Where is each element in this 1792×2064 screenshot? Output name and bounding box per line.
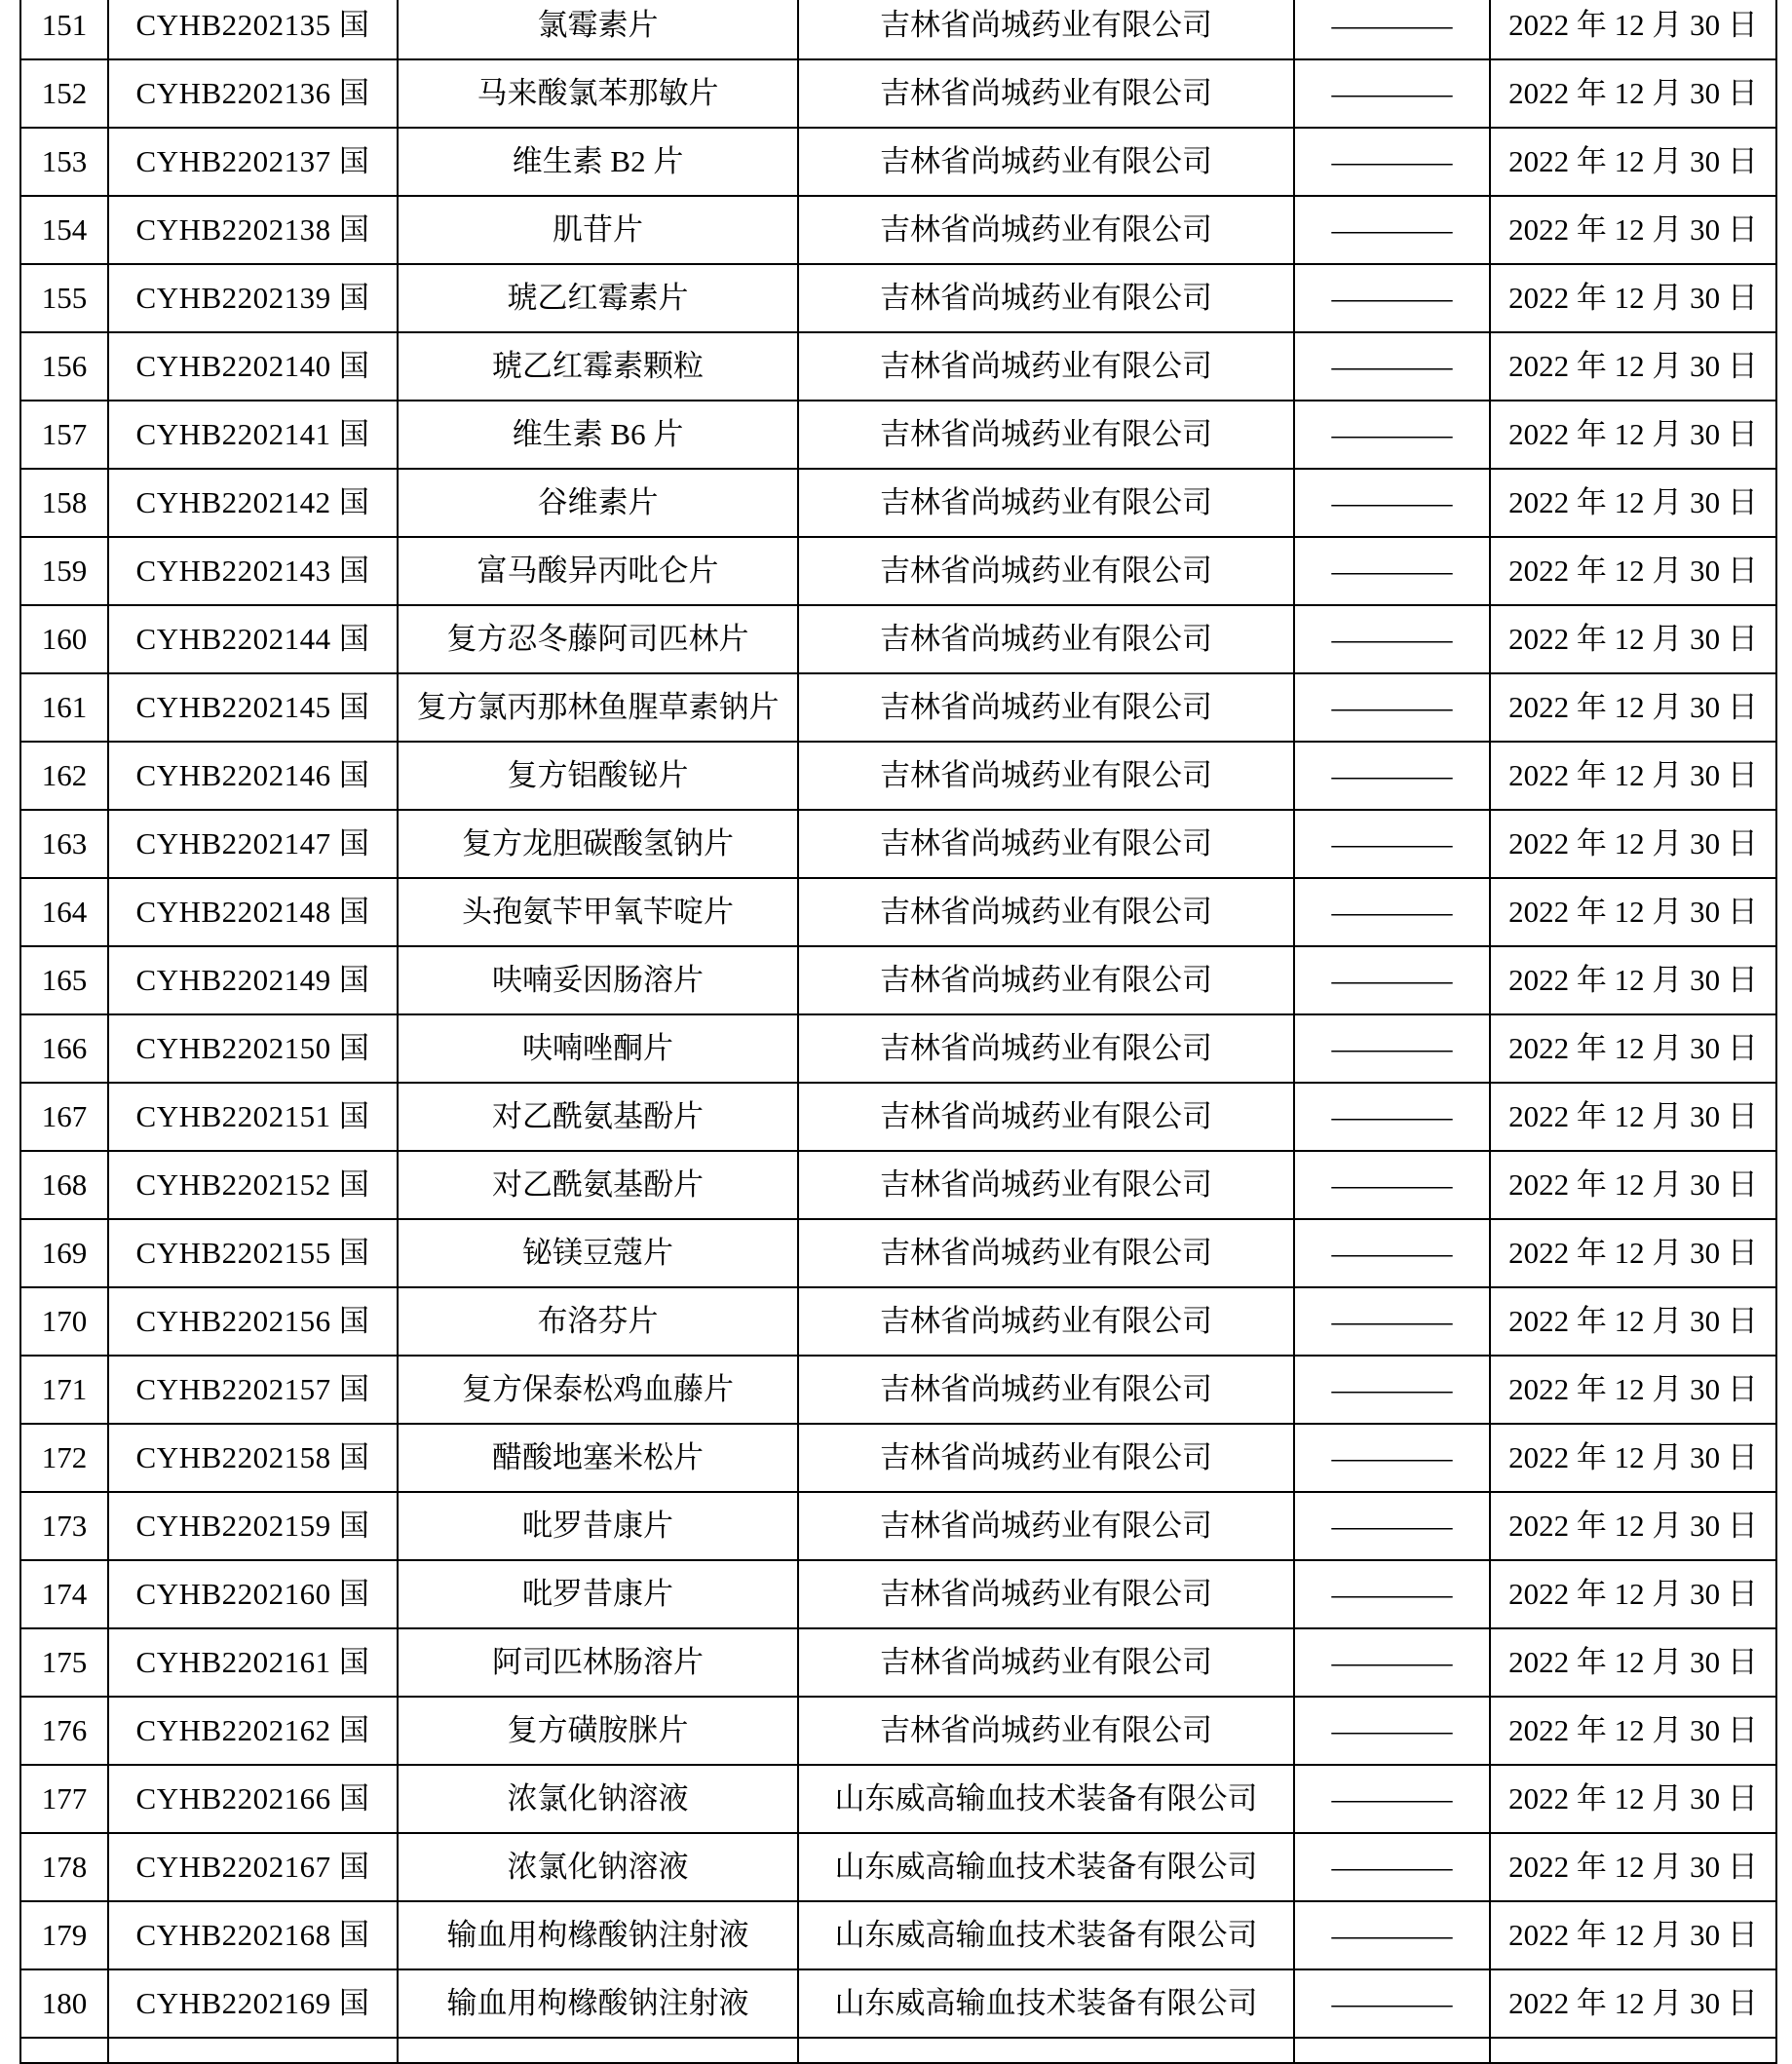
row-number-cell: 164 xyxy=(20,878,108,946)
drug-name-cell: 维生素 B6 片 xyxy=(398,401,798,469)
drug-name-cell: 对乙酰氨基酚片 xyxy=(398,1083,798,1151)
table-row xyxy=(20,0,1776,59)
row-number-cell: 178 xyxy=(20,1833,108,1901)
remark-cell: ———— xyxy=(1294,673,1490,742)
date-cell: 2022 年 12 月 30 日 xyxy=(1490,469,1776,537)
drug-name-cell: 输血用枸橼酸钠注射液 xyxy=(398,1969,798,2038)
row-number-cell: 158 xyxy=(20,469,108,537)
approval-number-cell: CYHB2202135 国 xyxy=(108,0,398,59)
row-number-cell: 179 xyxy=(20,1901,108,1969)
table-row-partial xyxy=(20,2038,1776,2063)
remark-cell: ———— xyxy=(1294,537,1490,605)
company-cell: 吉林省尚城药业有限公司 xyxy=(798,673,1294,742)
drug-name-cell: 呋喃妥因肠溶片 xyxy=(398,946,798,1014)
table-row xyxy=(20,1833,1776,1901)
date-cell: 2022 年 12 月 30 日 xyxy=(1490,878,1776,946)
drug-name-cell: 氯霉素片 xyxy=(398,0,798,59)
drug-name-cell: 输血用枸橼酸钠注射液 xyxy=(398,1901,798,1969)
company-cell: 吉林省尚城药业有限公司 xyxy=(798,128,1294,196)
drug-name-cell: 复方忍冬藤阿司匹林片 xyxy=(398,605,798,673)
company-cell: 吉林省尚城药业有限公司 xyxy=(798,196,1294,264)
approval-number-cell: CYHB2202166 国 xyxy=(108,1765,398,1833)
approval-number-cell: CYHB2202159 国 xyxy=(108,1492,398,1560)
table-row xyxy=(20,401,1776,469)
company-cell: 山东威高输血技术装备有限公司 xyxy=(798,1833,1294,1901)
date-cell: 2022 年 12 月 30 日 xyxy=(1490,1014,1776,1083)
company-cell: 吉林省尚城药业有限公司 xyxy=(798,1287,1294,1356)
approval-number-cell: CYHB2202138 国 xyxy=(108,196,398,264)
remark-cell: ———— xyxy=(1294,401,1490,469)
approval-number-cell: CYHB2202141 国 xyxy=(108,401,398,469)
company-cell: 吉林省尚城药业有限公司 xyxy=(798,264,1294,332)
company-cell: 吉林省尚城药业有限公司 xyxy=(798,1083,1294,1151)
date-cell: 2022 年 12 月 30 日 xyxy=(1490,1697,1776,1765)
remark-cell: ———— xyxy=(1294,1356,1490,1424)
table-row xyxy=(20,1560,1776,1628)
row-number-cell: 175 xyxy=(20,1628,108,1697)
row-number-cell: 156 xyxy=(20,332,108,401)
date-cell: 2022 年 12 月 30 日 xyxy=(1490,1833,1776,1901)
company-cell: 吉林省尚城药业有限公司 xyxy=(798,59,1294,128)
table-row xyxy=(20,1151,1776,1219)
table-row xyxy=(20,469,1776,537)
approval-number-cell: CYHB2202149 国 xyxy=(108,946,398,1014)
approval-number-cell: CYHB2202155 国 xyxy=(108,1219,398,1287)
remark-cell: ———— xyxy=(1294,810,1490,878)
date-cell: 2022 年 12 月 30 日 xyxy=(1490,1765,1776,1833)
date-cell: 2022 年 12 月 30 日 xyxy=(1490,1492,1776,1560)
company-cell: 吉林省尚城药业有限公司 xyxy=(798,1219,1294,1287)
date-cell: 2022 年 12 月 30 日 xyxy=(1490,0,1776,59)
drug-name-cell: 复方铝酸铋片 xyxy=(398,742,798,810)
remark-cell: ———— xyxy=(1294,1628,1490,1697)
company-cell: 山东威高输血技术装备有限公司 xyxy=(798,1901,1294,1969)
table-row xyxy=(20,128,1776,196)
approval-number-cell: CYHB2202150 国 xyxy=(108,1014,398,1083)
date-cell: 2022 年 12 月 30 日 xyxy=(1490,1151,1776,1219)
remark-cell: ———— xyxy=(1294,1151,1490,1219)
table-row xyxy=(20,946,1776,1014)
date-cell: 2022 年 12 月 30 日 xyxy=(1490,332,1776,401)
drug-name-cell: 谷维素片 xyxy=(398,469,798,537)
company-cell: 吉林省尚城药业有限公司 xyxy=(798,810,1294,878)
approval-number-cell: CYHB2202168 国 xyxy=(108,1901,398,1969)
table-row xyxy=(20,1492,1776,1560)
company-cell: 吉林省尚城药业有限公司 xyxy=(798,1424,1294,1492)
company-cell: 吉林省尚城药业有限公司 xyxy=(798,742,1294,810)
drug-name-cell: 头孢氨苄甲氧苄啶片 xyxy=(398,878,798,946)
table-row xyxy=(20,1628,1776,1697)
drug-name-cell: 琥乙红霉素片 xyxy=(398,264,798,332)
row-number-cell: 165 xyxy=(20,946,108,1014)
remark-cell: ———— xyxy=(1294,0,1490,59)
remark-cell: ———— xyxy=(1294,1901,1490,1969)
date-cell: 2022 年 12 月 30 日 xyxy=(1490,128,1776,196)
empty-cell xyxy=(108,2038,398,2063)
table-row xyxy=(20,605,1776,673)
row-number-cell: 174 xyxy=(20,1560,108,1628)
date-cell: 2022 年 12 月 30 日 xyxy=(1490,1560,1776,1628)
approval-number-cell: CYHB2202157 国 xyxy=(108,1356,398,1424)
row-number-cell: 161 xyxy=(20,673,108,742)
date-cell: 2022 年 12 月 30 日 xyxy=(1490,196,1776,264)
approval-number-cell: CYHB2202136 国 xyxy=(108,59,398,128)
approval-number-cell: CYHB2202160 国 xyxy=(108,1560,398,1628)
drug-approval-table xyxy=(19,0,1777,2064)
approval-number-cell: CYHB2202140 国 xyxy=(108,332,398,401)
approval-number-cell: CYHB2202142 国 xyxy=(108,469,398,537)
empty-cell xyxy=(398,2038,798,2063)
company-cell: 山东威高输血技术装备有限公司 xyxy=(798,1765,1294,1833)
row-number-cell: 177 xyxy=(20,1765,108,1833)
date-cell: 2022 年 12 月 30 日 xyxy=(1490,1219,1776,1287)
remark-cell: ———— xyxy=(1294,59,1490,128)
remark-cell: ———— xyxy=(1294,1765,1490,1833)
approval-number-cell: CYHB2202167 国 xyxy=(108,1833,398,1901)
row-number-cell: 170 xyxy=(20,1287,108,1356)
row-number-cell: 153 xyxy=(20,128,108,196)
remark-cell: ———— xyxy=(1294,1287,1490,1356)
approval-number-cell: CYHB2202158 国 xyxy=(108,1424,398,1492)
row-number-cell: 171 xyxy=(20,1356,108,1424)
table-row xyxy=(20,1424,1776,1492)
company-cell: 吉林省尚城药业有限公司 xyxy=(798,1560,1294,1628)
date-cell: 2022 年 12 月 30 日 xyxy=(1490,1424,1776,1492)
remark-cell: ———— xyxy=(1294,469,1490,537)
table-row xyxy=(20,742,1776,810)
remark-cell: ———— xyxy=(1294,1014,1490,1083)
row-number-cell: 162 xyxy=(20,742,108,810)
drug-name-cell: 对乙酰氨基酚片 xyxy=(398,1151,798,1219)
table-row xyxy=(20,59,1776,128)
company-cell: 吉林省尚城药业有限公司 xyxy=(798,1356,1294,1424)
empty-cell xyxy=(1490,2038,1776,2063)
remark-cell: ———— xyxy=(1294,1833,1490,1901)
table-row xyxy=(20,537,1776,605)
drug-name-cell: 复方磺胺脒片 xyxy=(398,1697,798,1765)
date-cell: 2022 年 12 月 30 日 xyxy=(1490,59,1776,128)
drug-name-cell: 维生素 B2 片 xyxy=(398,128,798,196)
row-number-cell: 173 xyxy=(20,1492,108,1560)
row-number-cell: 154 xyxy=(20,196,108,264)
approval-number-cell: CYHB2202151 国 xyxy=(108,1083,398,1151)
table-row xyxy=(20,673,1776,742)
table-row xyxy=(20,1765,1776,1833)
date-cell: 2022 年 12 月 30 日 xyxy=(1490,673,1776,742)
remark-cell: ———— xyxy=(1294,196,1490,264)
table-row xyxy=(20,196,1776,264)
table-body xyxy=(20,0,1776,2063)
date-cell: 2022 年 12 月 30 日 xyxy=(1490,1083,1776,1151)
drug-name-cell: 复方龙胆碳酸氢钠片 xyxy=(398,810,798,878)
remark-cell: ———— xyxy=(1294,1697,1490,1765)
company-cell: 吉林省尚城药业有限公司 xyxy=(798,401,1294,469)
row-number-cell: 180 xyxy=(20,1969,108,2038)
drug-name-cell: 吡罗昔康片 xyxy=(398,1560,798,1628)
remark-cell: ———— xyxy=(1294,1083,1490,1151)
remark-cell: ———— xyxy=(1294,1560,1490,1628)
drug-name-cell: 复方保泰松鸡血藤片 xyxy=(398,1356,798,1424)
remark-cell: ———— xyxy=(1294,1492,1490,1560)
company-cell: 吉林省尚城药业有限公司 xyxy=(798,605,1294,673)
row-number-cell: 163 xyxy=(20,810,108,878)
empty-cell xyxy=(20,2038,108,2063)
remark-cell: ———— xyxy=(1294,1969,1490,2038)
drug-name-cell: 复方氯丙那林鱼腥草素钠片 xyxy=(398,673,798,742)
approval-number-cell: CYHB2202143 国 xyxy=(108,537,398,605)
approval-number-cell: CYHB2202137 国 xyxy=(108,128,398,196)
approval-number-cell: CYHB2202147 国 xyxy=(108,810,398,878)
remark-cell: ———— xyxy=(1294,1424,1490,1492)
date-cell: 2022 年 12 月 30 日 xyxy=(1490,742,1776,810)
date-cell: 2022 年 12 月 30 日 xyxy=(1490,264,1776,332)
empty-cell xyxy=(1294,2038,1490,2063)
approval-number-cell: CYHB2202145 国 xyxy=(108,673,398,742)
table-row xyxy=(20,1356,1776,1424)
drug-name-cell: 呋喃唑酮片 xyxy=(398,1014,798,1083)
row-number-cell: 168 xyxy=(20,1151,108,1219)
company-cell: 吉林省尚城药业有限公司 xyxy=(798,0,1294,59)
company-cell: 吉林省尚城药业有限公司 xyxy=(798,1014,1294,1083)
approval-number-cell: CYHB2202169 国 xyxy=(108,1969,398,2038)
approval-number-cell: CYHB2202162 国 xyxy=(108,1697,398,1765)
table-row xyxy=(20,878,1776,946)
company-cell: 吉林省尚城药业有限公司 xyxy=(798,469,1294,537)
approval-number-cell: CYHB2202148 国 xyxy=(108,878,398,946)
date-cell: 2022 年 12 月 30 日 xyxy=(1490,810,1776,878)
table-row xyxy=(20,332,1776,401)
date-cell: 2022 年 12 月 30 日 xyxy=(1490,1901,1776,1969)
row-number-cell: 172 xyxy=(20,1424,108,1492)
row-number-cell: 166 xyxy=(20,1014,108,1083)
row-number-cell: 152 xyxy=(20,59,108,128)
drug-name-cell: 醋酸地塞米松片 xyxy=(398,1424,798,1492)
remark-cell: ———— xyxy=(1294,605,1490,673)
date-cell: 2022 年 12 月 30 日 xyxy=(1490,946,1776,1014)
date-cell: 2022 年 12 月 30 日 xyxy=(1490,537,1776,605)
row-number-cell: 160 xyxy=(20,605,108,673)
company-cell: 吉林省尚城药业有限公司 xyxy=(798,537,1294,605)
drug-name-cell: 琥乙红霉素颗粒 xyxy=(398,332,798,401)
row-number-cell: 151 xyxy=(20,0,108,59)
date-cell: 2022 年 12 月 30 日 xyxy=(1490,401,1776,469)
drug-name-cell: 肌苷片 xyxy=(398,196,798,264)
date-cell: 2022 年 12 月 30 日 xyxy=(1490,1969,1776,2038)
drug-name-cell: 马来酸氯苯那敏片 xyxy=(398,59,798,128)
table-row xyxy=(20,1083,1776,1151)
date-cell: 2022 年 12 月 30 日 xyxy=(1490,1356,1776,1424)
table-row xyxy=(20,1287,1776,1356)
approval-number-cell: CYHB2202161 国 xyxy=(108,1628,398,1697)
drug-name-cell: 浓氯化钠溶液 xyxy=(398,1765,798,1833)
remark-cell: ———— xyxy=(1294,1219,1490,1287)
row-number-cell: 167 xyxy=(20,1083,108,1151)
date-cell: 2022 年 12 月 30 日 xyxy=(1490,605,1776,673)
row-number-cell: 169 xyxy=(20,1219,108,1287)
table-row xyxy=(20,1901,1776,1969)
drug-name-cell: 铋镁豆蔻片 xyxy=(398,1219,798,1287)
company-cell: 山东威高输血技术装备有限公司 xyxy=(798,1969,1294,2038)
drug-name-cell: 阿司匹林肠溶片 xyxy=(398,1628,798,1697)
approval-number-cell: CYHB2202152 国 xyxy=(108,1151,398,1219)
company-cell: 吉林省尚城药业有限公司 xyxy=(798,1151,1294,1219)
empty-cell xyxy=(798,2038,1294,2063)
company-cell: 吉林省尚城药业有限公司 xyxy=(798,1697,1294,1765)
drug-name-cell: 富马酸异丙吡仑片 xyxy=(398,537,798,605)
remark-cell: ———— xyxy=(1294,946,1490,1014)
remark-cell: ———— xyxy=(1294,742,1490,810)
row-number-cell: 157 xyxy=(20,401,108,469)
company-cell: 吉林省尚城药业有限公司 xyxy=(798,1628,1294,1697)
drug-name-cell: 吡罗昔康片 xyxy=(398,1492,798,1560)
table-row xyxy=(20,810,1776,878)
table-row xyxy=(20,1014,1776,1083)
remark-cell: ———— xyxy=(1294,878,1490,946)
date-cell: 2022 年 12 月 30 日 xyxy=(1490,1287,1776,1356)
company-cell: 吉林省尚城药业有限公司 xyxy=(798,946,1294,1014)
table-row xyxy=(20,264,1776,332)
row-number-cell: 176 xyxy=(20,1697,108,1765)
row-number-cell: 155 xyxy=(20,264,108,332)
approval-number-cell: CYHB2202146 国 xyxy=(108,742,398,810)
remark-cell: ———— xyxy=(1294,332,1490,401)
company-cell: 吉林省尚城药业有限公司 xyxy=(798,878,1294,946)
remark-cell: ———— xyxy=(1294,264,1490,332)
drug-name-cell: 浓氯化钠溶液 xyxy=(398,1833,798,1901)
row-number-cell: 159 xyxy=(20,537,108,605)
table-row xyxy=(20,1219,1776,1287)
date-cell: 2022 年 12 月 30 日 xyxy=(1490,1628,1776,1697)
drug-name-cell: 布洛芬片 xyxy=(398,1287,798,1356)
approval-number-cell: CYHB2202156 国 xyxy=(108,1287,398,1356)
remark-cell: ———— xyxy=(1294,128,1490,196)
company-cell: 吉林省尚城药业有限公司 xyxy=(798,332,1294,401)
table-row xyxy=(20,1969,1776,2038)
table-row xyxy=(20,1697,1776,1765)
company-cell: 吉林省尚城药业有限公司 xyxy=(798,1492,1294,1560)
approval-number-cell: CYHB2202139 国 xyxy=(108,264,398,332)
approval-number-cell: CYHB2202144 国 xyxy=(108,605,398,673)
